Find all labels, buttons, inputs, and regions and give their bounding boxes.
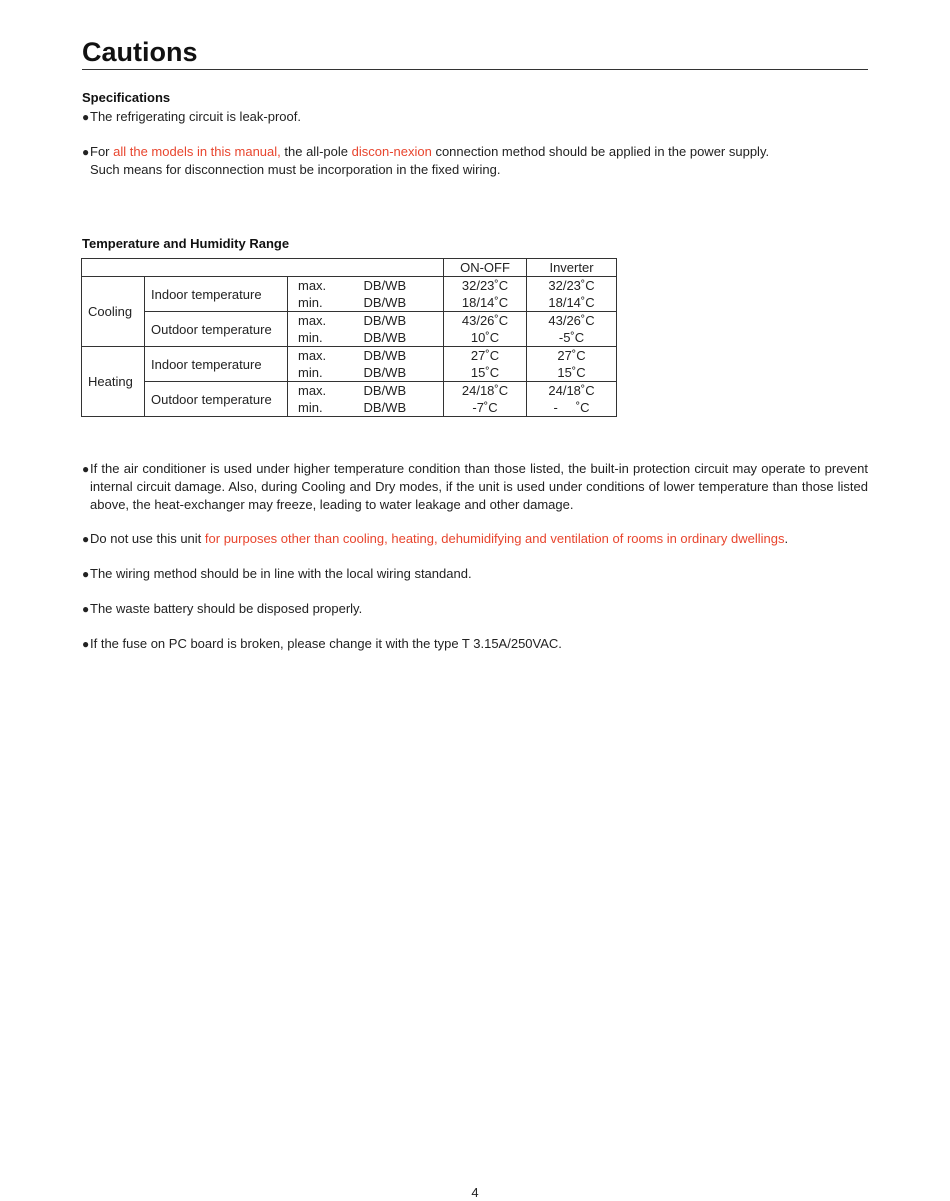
onoff-cell: 10˚C (444, 329, 527, 347)
note-text: If the air conditioner is used under higher temperature condition than those listed, the built-in protection circuit may operate to prevent internal circuit damage. Also, during Cooling and Dry modes, if the unit is used under conditions of lower temperature than those listed above, the heat-exchanger may freeze, leading to water leakage and other damage. (90, 461, 868, 512)
note-fuse (82, 635, 868, 653)
note-text: If the fuse on PC board is broken, please change it with the type T 3.15A/250VAC. (90, 636, 562, 651)
spec-item-leak-proof (82, 108, 868, 126)
spec-item-text: The refrigerating circuit is leak-proof. (90, 109, 301, 124)
note-text (90, 530, 868, 548)
table-row (82, 277, 617, 295)
unit-cell: DB/WB (363, 330, 407, 345)
onoff-cell: 15˚C (444, 364, 527, 382)
highlight-text: for purposes other than cooling, heating, dehumidifying and ventilation of rooms in ordinary dwellings (204, 531, 785, 546)
page-number: 4 (471, 1185, 479, 1200)
limit-cell: min. (298, 330, 323, 345)
spec-item-text (90, 143, 868, 179)
limit-cell: max. (288, 382, 364, 400)
header-onoff: ON-OFF (444, 259, 527, 277)
note-text: The waste battery should be disposed properly. (90, 601, 363, 616)
spec-item-disconnection (82, 143, 868, 179)
mode-cooling: Cooling (82, 277, 145, 347)
limit-cell: max. (288, 312, 364, 330)
unit-cell: DB/WB (363, 295, 407, 310)
table-row (82, 347, 617, 365)
inverter-cell: 15˚C (527, 364, 617, 382)
specifications-heading: Specifications (82, 90, 171, 105)
note-intended-use (82, 530, 868, 548)
inverter-cell: 43/26˚C (527, 312, 617, 330)
bullet-icon: ● (82, 462, 90, 476)
table-row (82, 382, 617, 400)
table-header-row (82, 259, 617, 277)
onoff-cell: -7˚C (444, 399, 527, 417)
onoff-cell: 43/26˚C (444, 312, 527, 330)
note-text: The wiring method should be in line with the local wiring standand. (90, 566, 472, 581)
table-row (82, 312, 617, 330)
unit-cell: DB/WB (364, 347, 444, 365)
unit-cell: DB/WB (364, 277, 444, 295)
bullet-icon: ● (82, 145, 90, 159)
text-run: For (90, 144, 114, 159)
inverter-cell: -5˚C (527, 329, 617, 347)
onoff-cell: 27˚C (444, 347, 527, 365)
text-run: connection method should be applied in the power supply. (431, 144, 770, 159)
text-run: the all-pole (280, 144, 352, 159)
inverter-cell: 18/14˚C (527, 294, 617, 312)
limit-cell: min. (298, 365, 323, 380)
onoff-cell: 32/23˚C (444, 277, 527, 295)
unit-cell: DB/WB (364, 312, 444, 330)
inverter-cell: - ˚C (527, 399, 617, 417)
unit-cell: DB/WB (364, 382, 444, 400)
note-temperature-limits (82, 460, 868, 514)
group-label: Outdoor temperature (145, 382, 288, 417)
bullet-icon: ● (82, 532, 90, 546)
inverter-cell: 27˚C (527, 347, 617, 365)
note-wiring-method (82, 565, 868, 583)
onoff-cell: 18/14˚C (444, 294, 527, 312)
inverter-cell: 32/23˚C (527, 277, 617, 295)
bullet-icon: ● (82, 602, 90, 616)
limit-cell: max. (288, 277, 364, 295)
text-run: . (784, 531, 789, 546)
range-heading: Temperature and Humidity Range (82, 236, 290, 251)
limit-cell: max. (288, 347, 364, 365)
bullet-icon: ● (82, 637, 90, 651)
mode-heating: Heating (82, 347, 145, 417)
group-label: Outdoor temperature (145, 312, 288, 347)
unit-cell: DB/WB (363, 365, 407, 380)
bullet-icon: ● (82, 110, 90, 124)
bullet-icon: ● (82, 567, 90, 581)
header-blank-cell (82, 259, 444, 277)
highlight-text: all the models in this manual, (113, 144, 281, 159)
header-inverter: Inverter (527, 259, 617, 277)
inverter-cell: 24/18˚C (527, 382, 617, 400)
text-run: Such means for disconnection must be incorporation in the fixed wiring. (90, 162, 501, 177)
text-run: Do not use this unit (90, 531, 205, 546)
page-title: Cautions (82, 36, 868, 70)
temperature-range-table (81, 258, 617, 417)
onoff-cell: 24/18˚C (444, 382, 527, 400)
limit-cell: min. (298, 295, 323, 310)
highlight-text: discon-nexion (351, 144, 432, 159)
unit-cell: DB/WB (364, 399, 444, 417)
group-label: Indoor temperature (145, 347, 288, 382)
note-waste-battery (82, 600, 868, 618)
limit-cell: min. (288, 399, 364, 417)
group-label: Indoor temperature (145, 277, 288, 312)
